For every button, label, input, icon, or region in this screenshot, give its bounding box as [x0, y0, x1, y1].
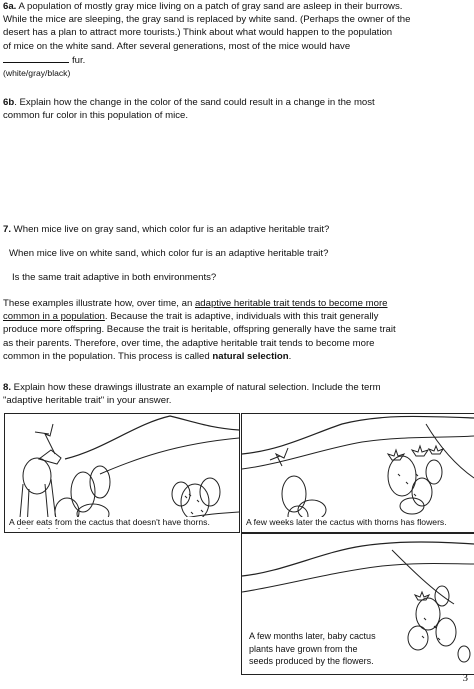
panel-deer-eats-cactus: [4, 413, 240, 533]
answer-blank[interactable]: [3, 53, 69, 63]
page-number: 3: [462, 671, 468, 684]
q6a-label: 6a.: [3, 1, 17, 12]
q6a-line-1: 6a. A population of mostly gray mice living on a patch of gray sand are asleep in their burrows.: [3, 1, 403, 12]
q6a-line-3: desert has a plan to attract more tourists.) Think about what would happen to the population: [3, 27, 393, 39]
question-6a: [3, 0, 471, 80]
q6b-label: 6b: [3, 97, 15, 108]
q6b-line-1: 6b. Explain how the change in the color of the sand could result in a change in the most: [3, 97, 375, 108]
summary-paragraph: These examples illustrate how, over time, an adaptive heritable trait tends to become more common in a population. Because the trait is adaptive, individuals with this trait generally produce more offspring. Because the trait is heritable, offspring generally have the same trait as their parents. Therefore, over time, the adaptive heritable trait tends to become more common in the population. This process is called natural selection.: [3, 298, 396, 362]
question-8: 8. Explain how these drawings illustrate an example of natural selection. Include the term "adaptive heritable trait" in your answer.: [3, 382, 381, 407]
q7-label: 7.: [3, 224, 12, 235]
natural-selection-term: natural selection: [212, 350, 289, 362]
question-6b: [3, 96, 471, 122]
q7-gray: 7. When mice live on gray sand, which color fur is an adaptive heritable trait?: [3, 224, 330, 235]
question-7: [3, 223, 471, 236]
q8-label: 8.: [3, 382, 12, 393]
panel-2-caption: A few weeks later the cactus with thorns has flowers.: [246, 517, 447, 527]
panel-1-caption: A deer eats from the cactus that doesn't have thorns.: [9, 517, 210, 527]
q7-same: Is the same trait adaptive in both environments?: [12, 272, 217, 283]
q6a-line-4: of mice on the white sand. After several generations, most of the mice would have: [3, 40, 351, 52]
panel-baby-cactus: [241, 533, 474, 675]
q7-white: When mice live on white sand, which color fur is an adaptive heritable trait?: [9, 248, 329, 259]
flowering-cactus-drawing: [242, 414, 474, 532]
q6a-line-2: While the mice are sleeping, the gray sand is replaced by white sand. (Perhaps the owner of the: [3, 14, 411, 26]
q6a-options: (white/gray/black): [3, 68, 71, 79]
panel-3-caption: A few months later, baby cactus plants have grown from the seeds produced by the flowers.: [249, 631, 376, 666]
q6b-line-2: common fur color in this population of mice.: [3, 110, 189, 122]
q6a-line-5: fur.: [3, 53, 471, 67]
panel-cactus-flowers: [241, 413, 474, 533]
deer-cactus-drawing: [5, 414, 239, 532]
